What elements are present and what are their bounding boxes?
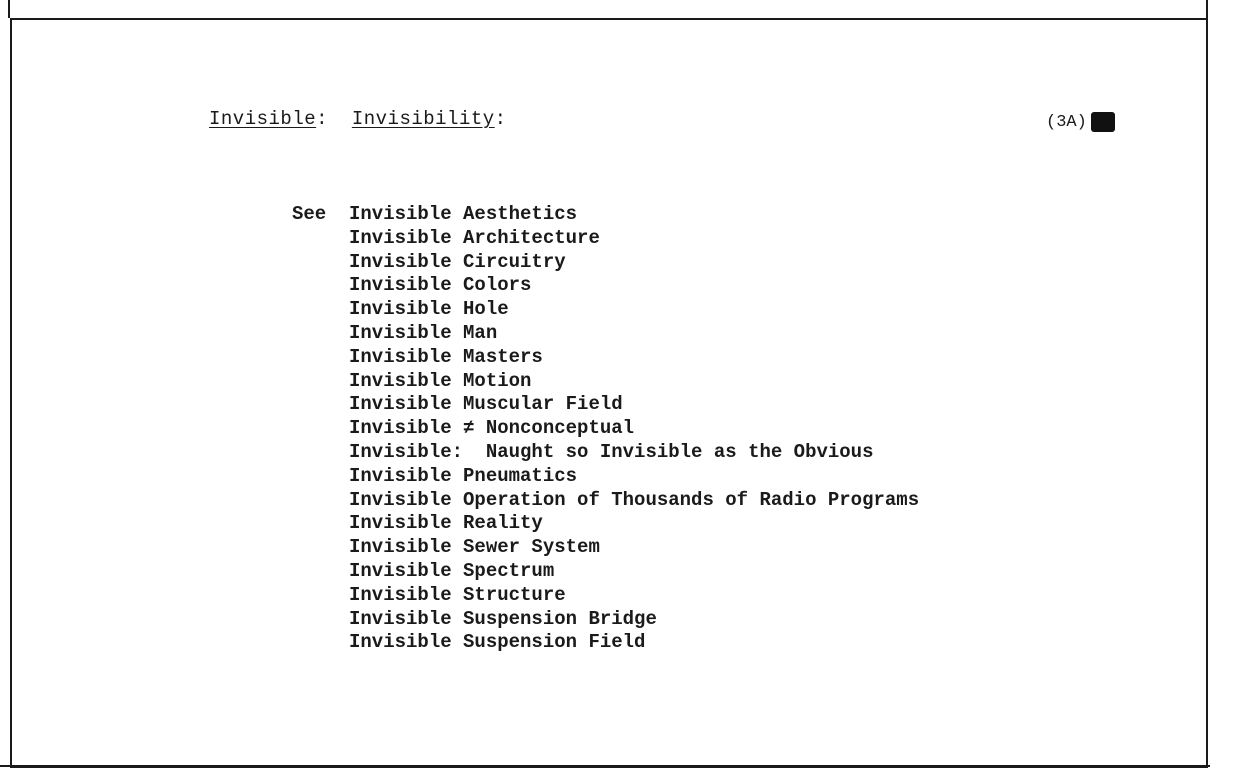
card-code xyxy=(1046,112,1115,132)
list-item: Invisible Aesthetics xyxy=(349,203,578,225)
list-item: Invisible Spectrum xyxy=(349,559,555,582)
list-item: Invisible Circuitry xyxy=(349,250,566,273)
list-item: Invisible ≠ Nonconceptual xyxy=(349,417,635,440)
list-item: Invisible Colors xyxy=(349,274,532,297)
list-item: Invisible Masters xyxy=(349,345,543,368)
list-item: Invisible Sewer System xyxy=(349,536,600,559)
list-item: Invisible Reality xyxy=(349,512,543,535)
heading-separator-1: : xyxy=(316,108,352,130)
list-item: Invisible Architecture xyxy=(349,226,600,249)
heading-term-invisible: Invisible xyxy=(209,108,317,130)
list-item: Invisible Man xyxy=(349,321,498,344)
card-heading xyxy=(209,108,507,130)
list-item: Invisible Structure xyxy=(349,583,566,606)
list-item: Invisible Pneumatics xyxy=(349,464,578,487)
see-label: See xyxy=(292,203,327,225)
top-left-frame-edge xyxy=(0,0,10,18)
top-right-frame-edge xyxy=(1206,0,1208,18)
list-item: Invisible: Naught so Invisible as the Obvious xyxy=(349,440,874,463)
list-item: Invisible Muscular Field xyxy=(349,393,623,416)
list-item: Invisible Operation of Thousands of Radio Programs xyxy=(349,488,920,511)
list-item: Invisible Motion xyxy=(349,369,532,392)
list-item: Invisible Suspension Field xyxy=(349,631,646,654)
see-also-list xyxy=(349,203,919,655)
bottom-rule xyxy=(0,765,1210,767)
card-code-label: (3A) xyxy=(1046,112,1087,132)
heading-term-invisibility: Invisibility xyxy=(351,108,495,130)
list-item: Invisible Suspension Bridge xyxy=(349,607,657,630)
redaction-block xyxy=(1091,112,1115,132)
heading-separator-2: : xyxy=(494,108,507,130)
list-item: Invisible Hole xyxy=(349,298,509,321)
